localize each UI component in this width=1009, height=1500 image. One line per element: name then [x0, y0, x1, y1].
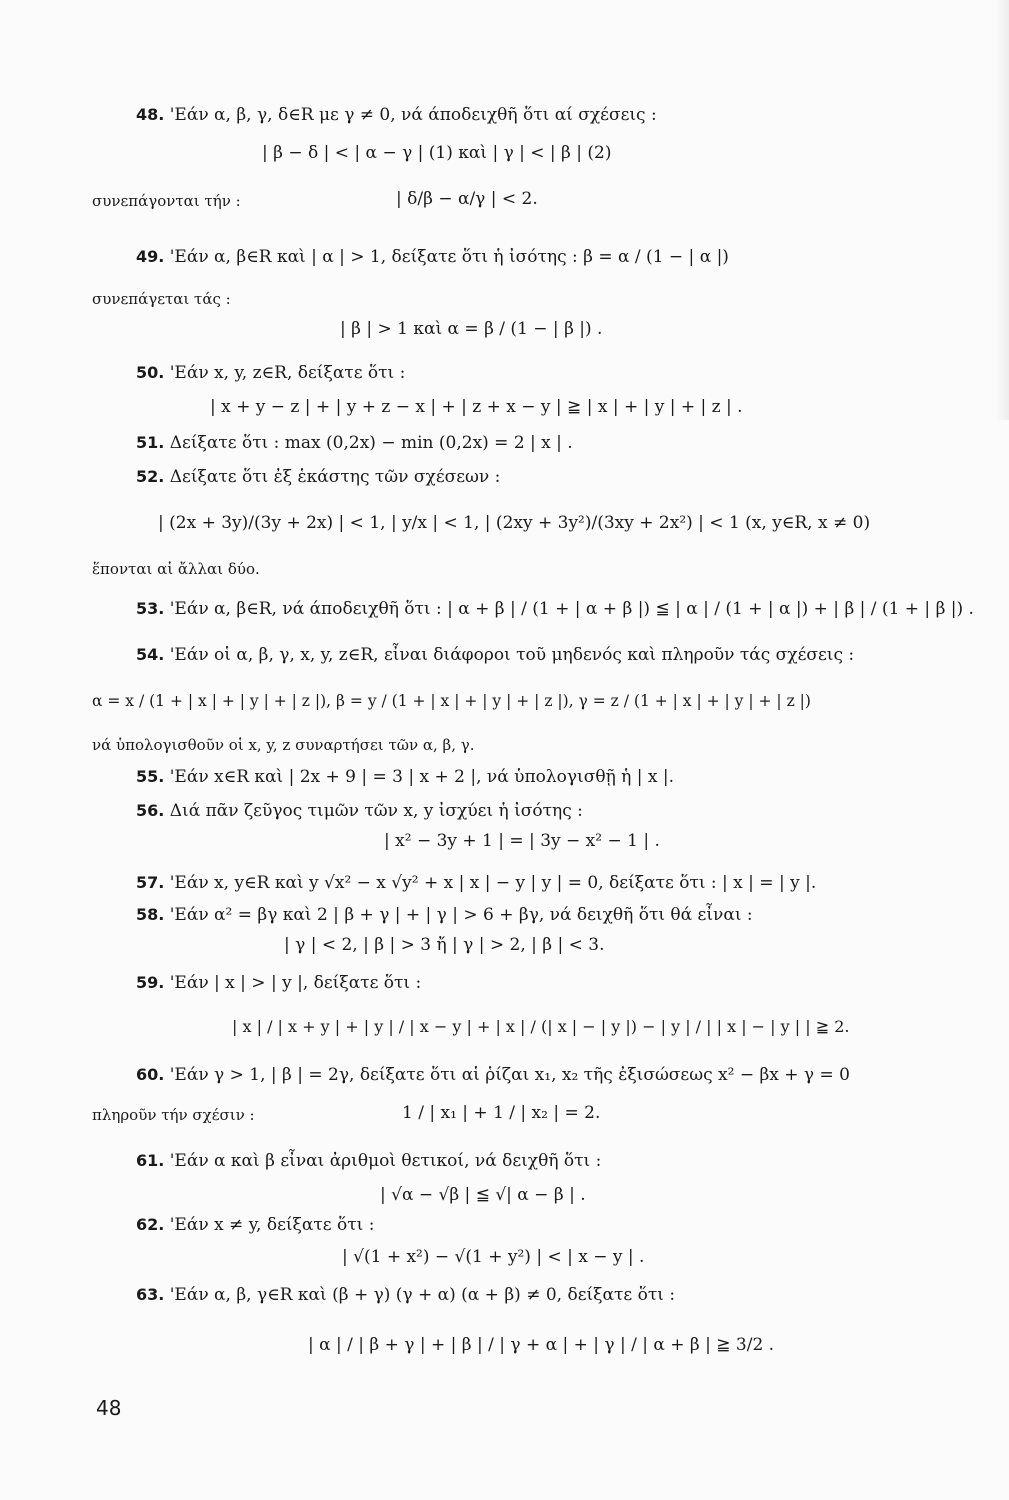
formula: | x + y − z | + | y + z − x | + | z + x − y | ≧ | x | + | y | + | z | . — [210, 397, 743, 417]
problem-text: Διά πᾶν ζεῦγος τιμῶν τῶν x, y ἰσχύει ἡ ἰσότης : — [169, 801, 583, 821]
problem-text: 'Εάν α² = βγ καὶ 2 | β + γ | + | γ | > 6 + βγ, νά δειχθῆ ὅτι θά εἶναι : — [169, 905, 753, 925]
problem-text: 'Εάν α, β, γ, δ∈R με γ ≠ 0, νά άποδειχθῆ ὅτι αί σχέσεις : — [169, 105, 657, 125]
problem-61 — [136, 1150, 601, 1172]
problem-55 — [136, 766, 674, 788]
problem-number: 51. — [136, 433, 165, 452]
problem-57 — [136, 872, 816, 894]
problem-text: Δείξατε ὅτι ἐξ ἑκάστης τῶν σχέσεων : — [169, 467, 501, 487]
formula: | α | / | β + γ | + | β | / | γ + α | + | γ | / | α + β | ≧ 3/2 . — [308, 1335, 775, 1355]
problem-text: 'Εάν οἱ α, β, γ, x, y, z∈R, εἶναι διάφοροι τοῦ μηδενός καὶ πληροῦν τάς σχέσεις : — [169, 645, 855, 665]
problem-text: 'Εάν x ≠ y, δείξατε ὅτι : — [169, 1215, 375, 1235]
problem-number: 61. — [136, 1151, 165, 1170]
problem-54 — [136, 644, 854, 666]
problem-number: 53. — [136, 599, 165, 618]
problem-53 — [136, 598, 974, 620]
problem-number: 50. — [136, 363, 165, 382]
problem-48 — [136, 104, 657, 126]
problem-62 — [136, 1214, 374, 1236]
lead-text: πληροῦν τήν σχέσιν : — [92, 1106, 255, 1124]
problem-text: 'Εάν | x | > | y |, δείξατε ὅτι : — [169, 973, 422, 993]
problem-text: 'Εάν x, y∈R καὶ y √x² − x √y² + x | x | − y | y | = 0, δείξατε ὅτι : | x | = | y |. — [169, 873, 817, 893]
page-edge-shadow — [995, 0, 1009, 420]
page-number: 48 — [96, 1396, 122, 1420]
problem-text: 'Εάν x, y, z∈R, δείξατε ὅτι : — [169, 363, 406, 383]
problem-51 — [136, 432, 573, 454]
problem-text: Δείξατε ὅτι : max (0,2x) − min (0,2x) = 2 | x | . — [169, 433, 573, 453]
problem-52 — [136, 466, 500, 488]
problem-text: 'Εάν α καὶ β εἶναι ἀριθμοὶ θετικοί, νά δειχθῆ ὅτι : — [169, 1151, 602, 1171]
problem-number: 63. — [136, 1285, 165, 1304]
problem-number: 48. — [136, 105, 165, 124]
formula: | (2x + 3y)/(3y + 2x) | < 1, | y/x | < 1, | (2xy + 3y²)/(3xy + 2x²) | < 1 (x, y∈R, x ≠ 0) — [158, 513, 871, 533]
problem-49 — [136, 246, 729, 268]
problem-number: 49. — [136, 247, 165, 266]
problem-50 — [136, 362, 405, 384]
problem-text: 'Εάν α, β, γ∈R καὶ (β + γ) (γ + α) (α + β) ≠ 0, δείξατε ὅτι : — [169, 1285, 676, 1305]
formula: | β − δ | < | α − γ | (1) καὶ | γ | < | β | (2) — [262, 143, 612, 163]
lead-text: συνεπάγεται τάς : — [92, 290, 231, 308]
problem-number: 54. — [136, 645, 165, 664]
formula: | β | > 1 καὶ α = β / (1 − | β |) . — [340, 319, 603, 339]
formula: | x | / | x + y | + | y | / | x − y | + | x | / (| x | − | y |) − | y | / | | x | − | y | | ≧ 2. — [232, 1017, 850, 1036]
problem-number: 52. — [136, 467, 165, 486]
problem-number: 55. — [136, 767, 165, 786]
problem-63 — [136, 1284, 675, 1306]
tail-text: νά ὑπολογισθοῦν οἱ x, y, z συναρτήσει τῶν α, β, γ. — [92, 736, 475, 754]
problem-number: 60. — [136, 1065, 165, 1084]
formula: α = x / (1 + | x | + | y | + | z |), β = y / (1 + | x | + | y | + | z |), γ = z / (1 + | x | + | y | + | z |) — [92, 692, 811, 710]
formula: 1 / | x₁ | + 1 / | x₂ | = 2. — [402, 1103, 601, 1123]
formula: | √α − √β | ≦ √| α − β | . — [380, 1185, 586, 1205]
problem-text: 'Εάν α, β∈R, νά άποδειχθῆ ὅτι : | α + β | / (1 + | α + β |) ≦ | α | / (1 + | α |) + | β | / (1 + | β |) . — [169, 599, 974, 619]
problem-number: 59. — [136, 973, 165, 992]
formula: | x² − 3y + 1 | = | 3y − x² − 1 | . — [384, 831, 660, 851]
tail-text: ἕπονται αἱ ἄλλαι δύο. — [92, 560, 260, 578]
lead-text: συνεπάγονται τήν : — [92, 192, 241, 210]
problem-58 — [136, 904, 753, 926]
problem-60 — [136, 1064, 850, 1086]
formula: | √(1 + x²) − √(1 + y²) | < | x − y | . — [342, 1247, 645, 1267]
problem-number: 56. — [136, 801, 165, 820]
problem-56 — [136, 800, 583, 822]
problem-59 — [136, 972, 421, 994]
formula: | δ/β − α/γ | < 2. — [396, 189, 538, 209]
problem-text: 'Εάν α, β∈R καὶ | α | > 1, δείξατε ὅτι ἡ ἰσότης : β = α / (1 − | α |) — [169, 247, 729, 267]
problem-text: 'Εάν x∈R καὶ | 2x + 9 | = 3 | x + 2 |, νά ὑπολογισθῇ ἡ | x |. — [169, 767, 674, 787]
problem-number: 57. — [136, 873, 165, 892]
formula: | γ | < 2, | β | > 3 ἤ | γ | > 2, | β | < 3. — [284, 935, 605, 955]
problem-text: 'Εάν γ > 1, | β | = 2γ, δείξατε ὅτι αἱ ῥίζαι x₁, x₂ τῆς ἐξισώσεως x² − βx + γ = 0 — [169, 1065, 850, 1085]
problem-number: 58. — [136, 905, 165, 924]
problem-number: 62. — [136, 1215, 165, 1234]
